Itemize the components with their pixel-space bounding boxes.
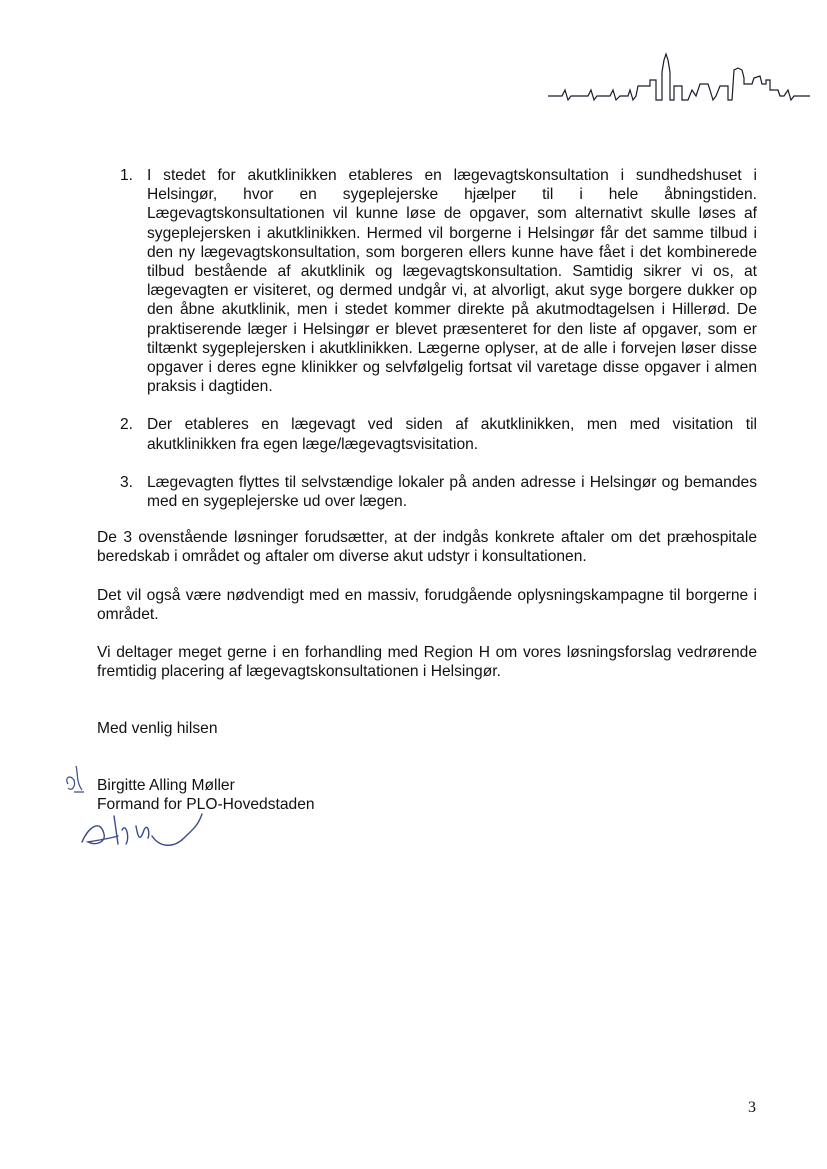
closing-greeting: Med venlig hilsen xyxy=(97,720,218,737)
paragraph-prerequisites: De 3 ovenstående løsninger forudsætter, at der indgås konkrete aftaler om det præhospitale beredskab i området og aftaler om diverse akut udstyr i konsultationen. xyxy=(97,529,757,566)
signatory-name: Birgitte Alling Møller xyxy=(97,777,235,794)
list-item-text: I stedet for akutklinikken etableres en lægevagtskonsultation i sundhedshuset i Helsingør, hvor en sygeplejerske hjælper til i hele åbningstiden. Lægevagtskonsultationen vil kunne løse de opgaver, som alternativt skulle løses af sygeplejersken i akutklinikken. Hermed vil borgerne i Helsingør får det samme tilbud i den ny lægevagtskonsultation, som borgeren ellers kunne have fået i det kombinerede tilbud bestående af akutklinik og lægevagtskonsultation. Samtidig sikrer vi os, at lægevagten er visiteret, og dermed undgår vi, at alvorligt, akut syge borgere dukker op den åbne akutklinik, men i stedet kommer direkte på akutmodtagelsen i Hillerød. De praktiserende læger i Helsingør er blevet præsenteret for den liste af opgaver, som er tiltænkt sygeplejersken i akutklinikken. Lægerne oplyser, at de alle i forvejen løser disse opgaver i deres egne klinikker og selvfølgelig fortsat vil varetage disse opgaver i almen praksis i dagtiden. xyxy=(147,167,757,396)
paragraph-negotiation: Vi deltager meget gerne i en forhandling med Region H om vores løsningsforslag vedrørende fremtidig placering af lægevagtskonsultationen i Helsingør. xyxy=(97,644,757,681)
page-number: 3 xyxy=(748,1099,756,1116)
proposal-list xyxy=(97,166,757,511)
city-skyline-logo-icon xyxy=(548,50,810,106)
list-item-number: 2. xyxy=(120,416,134,434)
list-item-number: 1. xyxy=(120,167,134,184)
signatory-title: Formand for PLO-Hovedstaden xyxy=(97,796,315,814)
list-item xyxy=(97,473,757,511)
handwritten-signature-icon xyxy=(78,808,218,854)
signature-mark-icon xyxy=(60,762,100,802)
list-item xyxy=(97,415,757,453)
list-item-text: Der etableres en lægevagt ved siden af akutklinikken, men med visitation til akutklinikken fra egen læge/lægevagtsvisitation. xyxy=(147,416,757,453)
paragraph-campaign: Det vil også være nødvendigt med en massiv, forudgående oplysningskampagne til borgerne i området. xyxy=(97,587,757,624)
list-item xyxy=(97,166,757,396)
list-item-text: Lægevagten flyttes til selvstændige lokaler på anden adresse i Helsingør og bemandes med en sygeplejerske ud over lægen. xyxy=(147,473,757,511)
list-item-number: 3. xyxy=(120,473,134,491)
